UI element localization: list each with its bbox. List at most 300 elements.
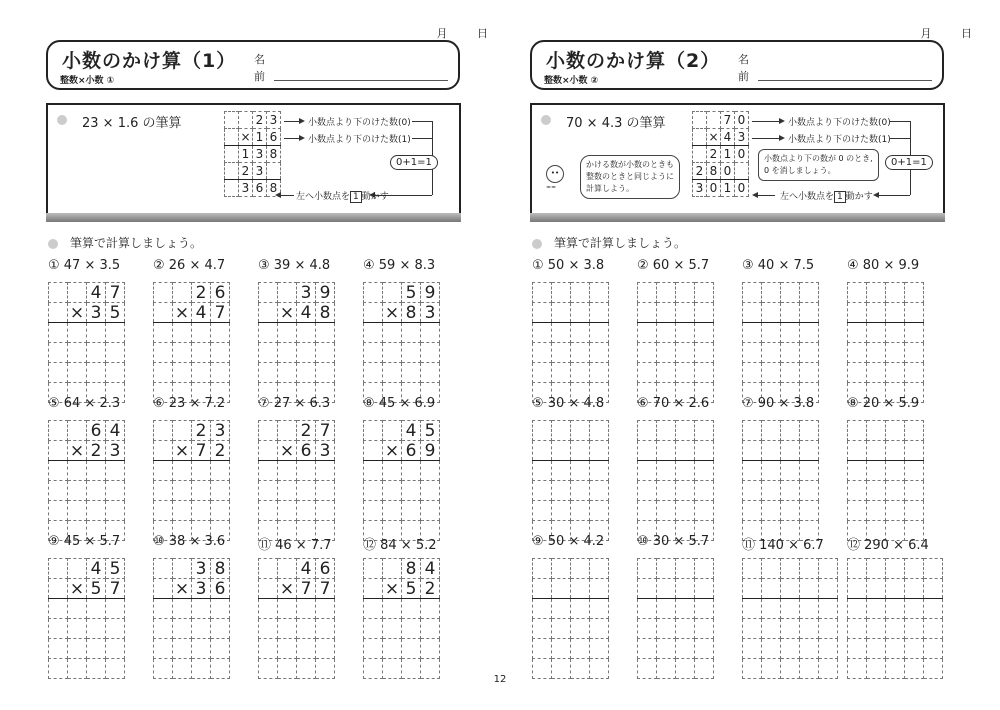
work-grid-cell[interactable] — [695, 303, 714, 323]
work-grid-cell[interactable] — [590, 639, 609, 659]
work-grid-cell[interactable] — [781, 323, 800, 343]
work-grid-cell[interactable] — [421, 501, 440, 521]
work-grid-cell[interactable]: 7 — [106, 283, 125, 303]
work-grid-cell[interactable] — [154, 283, 173, 303]
work-grid-cell[interactable] — [590, 323, 609, 343]
work-grid-cell[interactable] — [278, 639, 297, 659]
work-grid-cell[interactable] — [886, 421, 905, 441]
work-grid-cell[interactable] — [590, 559, 609, 579]
work-grid-cell[interactable]: 7 — [316, 421, 335, 441]
work-grid-cell[interactable] — [49, 481, 68, 501]
work-grid-cell[interactable] — [886, 501, 905, 521]
work-grid-cell[interactable] — [743, 283, 762, 303]
work-grid-cell[interactable] — [68, 481, 87, 501]
work-grid-cell[interactable] — [676, 323, 695, 343]
work-grid-cell[interactable] — [886, 363, 905, 383]
work-grid-cell[interactable] — [781, 599, 800, 619]
work-grid-cell[interactable] — [402, 323, 421, 343]
work-grid-cell[interactable] — [364, 559, 383, 579]
work-grid-cell[interactable] — [886, 303, 905, 323]
work-grid-cell[interactable]: 5 — [402, 579, 421, 599]
work-grid-cell[interactable] — [657, 461, 676, 481]
work-grid-cell[interactable] — [402, 619, 421, 639]
work-grid-cell[interactable] — [421, 323, 440, 343]
work-grid-cell[interactable] — [402, 363, 421, 383]
work-grid-cell[interactable] — [695, 599, 714, 619]
work-grid-cell[interactable] — [421, 461, 440, 481]
work-grid-cell[interactable] — [695, 579, 714, 599]
work-grid-cell[interactable] — [905, 421, 924, 441]
work-grid-cell[interactable] — [695, 441, 714, 461]
work-grid-cell[interactable]: 5 — [106, 303, 125, 323]
work-grid-cell[interactable] — [886, 343, 905, 363]
work-grid-cell[interactable] — [590, 599, 609, 619]
work-grid-cell[interactable] — [87, 639, 106, 659]
work-grid-cell[interactable] — [259, 441, 278, 461]
work-grid-cell[interactable] — [173, 461, 192, 481]
work-grid-cell[interactable] — [676, 639, 695, 659]
work-grid-cell[interactable] — [106, 639, 125, 659]
work-grid-cell[interactable] — [762, 323, 781, 343]
work-grid-cell[interactable] — [402, 461, 421, 481]
work-grid-cell[interactable] — [781, 461, 800, 481]
work-grid-cell[interactable] — [867, 559, 886, 579]
work-grid-cell[interactable] — [571, 559, 590, 579]
work-grid-cell[interactable] — [552, 461, 571, 481]
work-grid-cell[interactable] — [552, 323, 571, 343]
work-grid-cell[interactable] — [533, 323, 552, 343]
work-grid-cell[interactable] — [800, 421, 819, 441]
work-grid-cell[interactable] — [316, 323, 335, 343]
work-grid-cell[interactable] — [154, 619, 173, 639]
work-grid[interactable] — [153, 282, 230, 403]
work-grid-cell[interactable] — [676, 501, 695, 521]
work-grid-cell[interactable] — [867, 441, 886, 461]
work-grid-cell[interactable] — [657, 303, 676, 323]
work-grid-cell[interactable] — [886, 579, 905, 599]
work-grid-cell[interactable] — [173, 501, 192, 521]
work-grid-cell[interactable] — [278, 283, 297, 303]
work-grid-cell[interactable] — [402, 599, 421, 619]
work-grid-cell[interactable] — [848, 619, 867, 639]
work-grid-cell[interactable] — [278, 323, 297, 343]
work-grid-cell[interactable] — [259, 501, 278, 521]
work-grid-cell[interactable] — [278, 599, 297, 619]
work-grid-cell[interactable] — [800, 283, 819, 303]
work-grid-cell[interactable] — [800, 461, 819, 481]
work-grid-cell[interactable] — [192, 363, 211, 383]
work-grid-cell[interactable] — [867, 619, 886, 639]
work-grid-cell[interactable] — [278, 559, 297, 579]
work-grid-cell[interactable] — [533, 599, 552, 619]
name-field[interactable] — [738, 50, 932, 82]
work-grid-cell[interactable] — [402, 481, 421, 501]
work-grid-cell[interactable] — [173, 639, 192, 659]
work-grid-cell[interactable] — [695, 481, 714, 501]
work-grid-cell[interactable] — [886, 619, 905, 639]
work-grid-cell[interactable] — [867, 579, 886, 599]
work-grid-cell[interactable] — [211, 343, 230, 363]
work-grid-cell[interactable] — [867, 481, 886, 501]
work-grid-cell[interactable] — [695, 501, 714, 521]
work-grid-cell[interactable] — [533, 619, 552, 639]
work-grid-cell[interactable] — [173, 363, 192, 383]
work-grid-cell[interactable]: 2 — [87, 441, 106, 461]
work-grid-cell[interactable] — [533, 283, 552, 303]
work-grid-cell[interactable] — [886, 599, 905, 619]
work-grid[interactable] — [637, 558, 714, 679]
work-grid-cell[interactable] — [781, 579, 800, 599]
work-grid-cell[interactable] — [552, 639, 571, 659]
work-grid-cell[interactable] — [383, 323, 402, 343]
work-grid-cell[interactable] — [638, 619, 657, 639]
work-grid-cell[interactable] — [867, 283, 886, 303]
work-grid-cell[interactable] — [867, 363, 886, 383]
work-grid-cell[interactable] — [905, 599, 924, 619]
work-grid-cell[interactable] — [552, 283, 571, 303]
work-grid-cell[interactable] — [106, 619, 125, 639]
work-grid-cell[interactable] — [848, 481, 867, 501]
work-grid-cell[interactable] — [638, 323, 657, 343]
work-grid-cell[interactable] — [924, 619, 943, 639]
work-grid-cell[interactable] — [49, 619, 68, 639]
work-grid-cell[interactable] — [571, 421, 590, 441]
work-grid-cell[interactable] — [259, 303, 278, 323]
work-grid-cell[interactable]: × — [278, 441, 297, 461]
work-grid-cell[interactable] — [533, 639, 552, 659]
work-grid-cell[interactable] — [781, 363, 800, 383]
work-grid-cell[interactable] — [800, 559, 819, 579]
work-grid-cell[interactable] — [676, 303, 695, 323]
work-grid-cell[interactable]: 8 — [402, 303, 421, 323]
work-grid-cell[interactable] — [192, 501, 211, 521]
work-grid-cell[interactable] — [364, 421, 383, 441]
work-grid-cell[interactable] — [590, 501, 609, 521]
work-grid-cell[interactable]: × — [173, 579, 192, 599]
work-grid-cell[interactable] — [552, 481, 571, 501]
work-grid-cell[interactable]: 6 — [211, 579, 230, 599]
work-grid-cell[interactable] — [154, 559, 173, 579]
work-grid-cell[interactable] — [676, 461, 695, 481]
work-grid-cell[interactable] — [800, 501, 819, 521]
work-grid-cell[interactable] — [364, 283, 383, 303]
work-grid-cell[interactable] — [676, 343, 695, 363]
work-grid-cell[interactable] — [905, 461, 924, 481]
work-grid-cell[interactable] — [800, 619, 819, 639]
work-grid-cell[interactable] — [743, 363, 762, 383]
work-grid-cell[interactable] — [552, 501, 571, 521]
work-grid-cell[interactable]: × — [173, 441, 192, 461]
work-grid-cell[interactable] — [762, 559, 781, 579]
work-grid-cell[interactable] — [364, 461, 383, 481]
work-grid-cell[interactable] — [49, 579, 68, 599]
work-grid-cell[interactable] — [905, 559, 924, 579]
work-grid-cell[interactable] — [762, 343, 781, 363]
work-grid-cell[interactable] — [590, 303, 609, 323]
work-grid-cell[interactable] — [552, 421, 571, 441]
work-grid-cell[interactable] — [638, 639, 657, 659]
work-grid-cell[interactable] — [800, 303, 819, 323]
work-grid-cell[interactable] — [676, 363, 695, 383]
work-grid-cell[interactable] — [106, 363, 125, 383]
work-grid-cell[interactable] — [552, 579, 571, 599]
work-grid-cell[interactable] — [676, 579, 695, 599]
work-grid-cell[interactable] — [383, 619, 402, 639]
work-grid-cell[interactable] — [905, 363, 924, 383]
work-grid-cell[interactable]: 4 — [297, 559, 316, 579]
work-grid-cell[interactable] — [68, 363, 87, 383]
work-grid-cell[interactable] — [905, 501, 924, 521]
work-grid-cell[interactable] — [781, 481, 800, 501]
work-grid-cell[interactable] — [364, 619, 383, 639]
work-grid[interactable] — [847, 420, 924, 541]
work-grid-cell[interactable]: 5 — [106, 559, 125, 579]
work-grid-cell[interactable] — [259, 283, 278, 303]
work-grid-cell[interactable]: 3 — [192, 559, 211, 579]
work-grid-cell[interactable] — [383, 639, 402, 659]
work-grid-cell[interactable] — [743, 559, 762, 579]
work-grid-cell[interactable] — [297, 323, 316, 343]
work-grid-cell[interactable] — [402, 343, 421, 363]
work-grid-cell[interactable] — [49, 343, 68, 363]
work-grid-cell[interactable]: × — [278, 579, 297, 599]
work-grid-cell[interactable] — [68, 421, 87, 441]
work-grid-cell[interactable] — [590, 579, 609, 599]
work-grid-cell[interactable] — [781, 559, 800, 579]
work-grid-cell[interactable] — [106, 323, 125, 343]
work-grid-cell[interactable] — [848, 323, 867, 343]
work-grid-cell[interactable] — [571, 481, 590, 501]
work-grid-cell[interactable] — [316, 619, 335, 639]
work-grid-cell[interactable] — [533, 501, 552, 521]
work-grid-cell[interactable]: 3 — [316, 441, 335, 461]
work-grid-cell[interactable] — [762, 363, 781, 383]
work-grid-cell[interactable] — [421, 343, 440, 363]
work-grid-cell[interactable] — [364, 343, 383, 363]
work-grid[interactable] — [637, 420, 714, 541]
work-grid-cell[interactable] — [762, 501, 781, 521]
work-grid-cell[interactable] — [552, 619, 571, 639]
work-grid-cell[interactable] — [421, 599, 440, 619]
work-grid-cell[interactable] — [533, 421, 552, 441]
work-grid-cell[interactable]: 9 — [421, 283, 440, 303]
work-grid-cell[interactable] — [192, 343, 211, 363]
work-grid-cell[interactable] — [278, 461, 297, 481]
work-grid-cell[interactable] — [154, 579, 173, 599]
work-grid-cell[interactable] — [316, 363, 335, 383]
work-grid-cell[interactable] — [762, 639, 781, 659]
work-grid-cell[interactable] — [848, 421, 867, 441]
work-grid-cell[interactable] — [68, 559, 87, 579]
work-grid-cell[interactable]: × — [383, 441, 402, 461]
work-grid-cell[interactable]: 6 — [316, 559, 335, 579]
work-grid-cell[interactable] — [905, 323, 924, 343]
work-grid-cell[interactable]: 3 — [297, 283, 316, 303]
work-grid-cell[interactable] — [905, 619, 924, 639]
work-grid-cell[interactable] — [638, 461, 657, 481]
work-grid-cell[interactable] — [552, 599, 571, 619]
work-grid-cell[interactable]: 3 — [192, 579, 211, 599]
work-grid-cell[interactable] — [49, 283, 68, 303]
work-grid-cell[interactable] — [657, 323, 676, 343]
work-grid-cell[interactable]: × — [68, 579, 87, 599]
work-grid-cell[interactable] — [886, 481, 905, 501]
work-grid-cell[interactable] — [743, 343, 762, 363]
work-grid-cell[interactable] — [571, 303, 590, 323]
work-grid-cell[interactable] — [154, 481, 173, 501]
work-grid-cell[interactable] — [695, 421, 714, 441]
work-grid-cell[interactable]: 8 — [211, 559, 230, 579]
work-grid-cell[interactable] — [68, 323, 87, 343]
work-grid-cell[interactable] — [533, 343, 552, 363]
work-grid-cell[interactable] — [886, 559, 905, 579]
work-grid-cell[interactable] — [211, 363, 230, 383]
work-grid-cell[interactable] — [211, 461, 230, 481]
work-grid-cell[interactable] — [87, 363, 106, 383]
work-grid[interactable] — [153, 420, 230, 541]
work-grid[interactable] — [532, 282, 609, 403]
work-grid-cell[interactable] — [421, 619, 440, 639]
work-grid-cell[interactable]: 6 — [402, 441, 421, 461]
work-grid-cell[interactable] — [571, 343, 590, 363]
work-grid-cell[interactable] — [383, 343, 402, 363]
work-grid-cell[interactable]: 4 — [421, 559, 440, 579]
work-grid-cell[interactable]: 5 — [87, 579, 106, 599]
work-grid-cell[interactable] — [867, 599, 886, 619]
work-grid-cell[interactable] — [676, 619, 695, 639]
name-field[interactable] — [254, 50, 448, 82]
work-grid-cell[interactable] — [590, 481, 609, 501]
work-grid-cell[interactable] — [924, 559, 943, 579]
work-grid-cell[interactable]: 7 — [211, 303, 230, 323]
work-grid-cell[interactable] — [638, 599, 657, 619]
work-grid-cell[interactable] — [657, 579, 676, 599]
work-grid-cell[interactable] — [571, 283, 590, 303]
work-grid-cell[interactable] — [68, 283, 87, 303]
work-grid-cell[interactable] — [68, 501, 87, 521]
work-grid-cell[interactable] — [571, 501, 590, 521]
work-grid-cell[interactable]: 7 — [316, 579, 335, 599]
work-grid-cell[interactable] — [533, 559, 552, 579]
work-grid-cell[interactable] — [657, 559, 676, 579]
work-grid-cell[interactable] — [68, 599, 87, 619]
work-grid-cell[interactable] — [421, 363, 440, 383]
work-grid-cell[interactable]: 2 — [211, 441, 230, 461]
work-grid-cell[interactable] — [383, 363, 402, 383]
work-grid-cell[interactable] — [905, 481, 924, 501]
work-grid[interactable] — [258, 420, 335, 541]
work-grid-cell[interactable] — [364, 323, 383, 343]
work-grid-cell[interactable] — [762, 283, 781, 303]
work-grid-cell[interactable] — [743, 421, 762, 441]
work-grid-cell[interactable] — [924, 639, 943, 659]
work-grid[interactable] — [363, 282, 440, 403]
work-grid-cell[interactable] — [533, 303, 552, 323]
work-grid-cell[interactable]: × — [278, 303, 297, 323]
work-grid-cell[interactable] — [154, 421, 173, 441]
work-grid-cell[interactable] — [571, 323, 590, 343]
work-grid-cell[interactable] — [743, 599, 762, 619]
work-grid-cell[interactable] — [552, 363, 571, 383]
work-grid-cell[interactable] — [800, 343, 819, 363]
work-grid[interactable] — [153, 558, 230, 679]
work-grid-cell[interactable]: 2 — [297, 421, 316, 441]
work-grid[interactable] — [742, 558, 838, 679]
work-grid-cell[interactable] — [211, 599, 230, 619]
work-grid-cell[interactable] — [638, 501, 657, 521]
work-grid-cell[interactable] — [364, 363, 383, 383]
work-grid-cell[interactable] — [657, 421, 676, 441]
work-grid-cell[interactable] — [819, 599, 838, 619]
work-grid-cell[interactable]: 4 — [402, 421, 421, 441]
work-grid-cell[interactable] — [571, 619, 590, 639]
work-grid-cell[interactable] — [154, 323, 173, 343]
work-grid-cell[interactable] — [421, 481, 440, 501]
work-grid-cell[interactable] — [154, 639, 173, 659]
work-grid-cell[interactable] — [848, 283, 867, 303]
work-grid-cell[interactable] — [87, 481, 106, 501]
work-grid-cell[interactable] — [49, 599, 68, 619]
work-grid-cell[interactable] — [49, 323, 68, 343]
work-grid-cell[interactable] — [743, 619, 762, 639]
work-grid-cell[interactable] — [259, 323, 278, 343]
work-grid-cell[interactable] — [259, 639, 278, 659]
work-grid-cell[interactable] — [192, 599, 211, 619]
work-grid-cell[interactable] — [552, 343, 571, 363]
work-grid-cell[interactable]: 6 — [297, 441, 316, 461]
work-grid-cell[interactable] — [68, 639, 87, 659]
work-grid-cell[interactable] — [638, 343, 657, 363]
work-grid-cell[interactable] — [571, 441, 590, 461]
work-grid-cell[interactable] — [211, 323, 230, 343]
work-grid-cell[interactable] — [259, 481, 278, 501]
work-grid-cell[interactable] — [173, 599, 192, 619]
work-grid-cell[interactable] — [383, 559, 402, 579]
work-grid-cell[interactable] — [68, 619, 87, 639]
work-grid-cell[interactable] — [819, 559, 838, 579]
work-grid-cell[interactable] — [657, 501, 676, 521]
work-grid-cell[interactable] — [383, 461, 402, 481]
work-grid-cell[interactable] — [364, 501, 383, 521]
work-grid[interactable] — [48, 282, 125, 403]
work-grid-cell[interactable] — [383, 283, 402, 303]
work-grid-cell[interactable] — [867, 421, 886, 441]
work-grid-cell[interactable] — [259, 421, 278, 441]
work-grid-cell[interactable] — [259, 579, 278, 599]
work-grid-cell[interactable] — [848, 579, 867, 599]
work-grid-cell[interactable] — [192, 481, 211, 501]
work-grid-cell[interactable]: 4 — [87, 283, 106, 303]
work-grid-cell[interactable] — [316, 501, 335, 521]
work-grid-cell[interactable] — [743, 323, 762, 343]
work-grid-cell[interactable] — [297, 599, 316, 619]
work-grid-cell[interactable] — [533, 579, 552, 599]
work-grid-cell[interactable] — [87, 599, 106, 619]
work-grid-cell[interactable] — [638, 421, 657, 441]
work-grid-cell[interactable] — [278, 481, 297, 501]
work-grid-cell[interactable] — [173, 619, 192, 639]
work-grid-cell[interactable] — [590, 619, 609, 639]
work-grid-cell[interactable] — [590, 441, 609, 461]
work-grid-cell[interactable] — [905, 639, 924, 659]
work-grid-cell[interactable] — [676, 599, 695, 619]
work-grid[interactable] — [847, 558, 943, 679]
work-grid-cell[interactable] — [173, 343, 192, 363]
work-grid-cell[interactable] — [173, 421, 192, 441]
work-grid-cell[interactable] — [211, 619, 230, 639]
work-grid-cell[interactable] — [106, 343, 125, 363]
work-grid-cell[interactable] — [316, 461, 335, 481]
